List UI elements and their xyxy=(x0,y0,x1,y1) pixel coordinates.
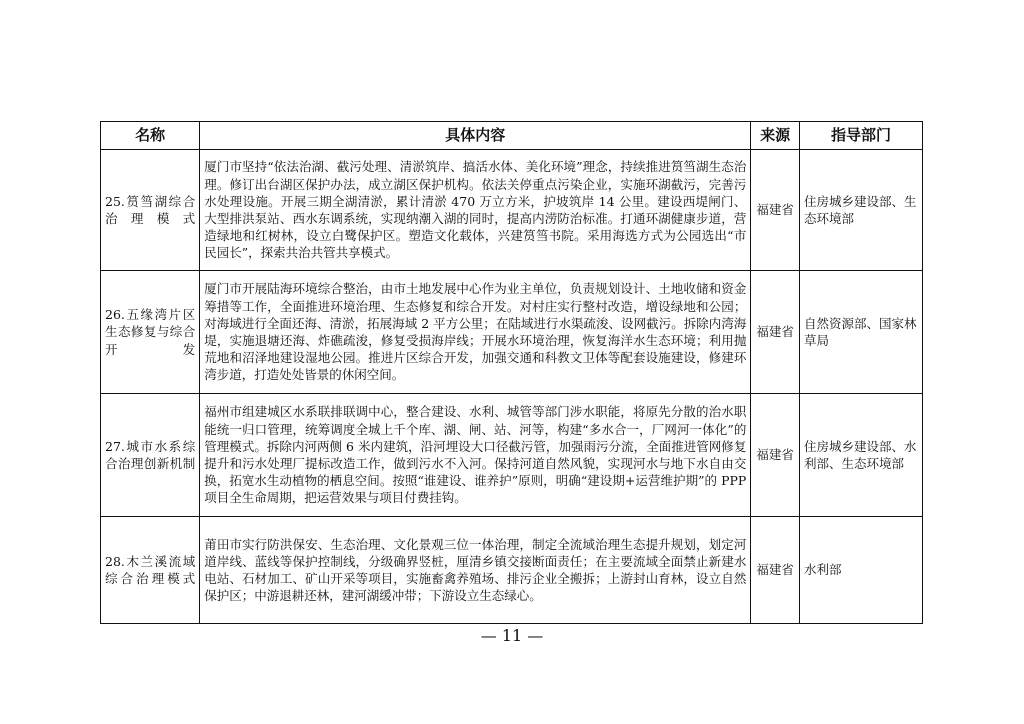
table-row xyxy=(101,517,923,624)
row-name: 26.五缘湾片区生态修复与综合开发 xyxy=(101,271,200,394)
row-department: 住房城乡建设部、生态环境部 xyxy=(799,150,922,271)
row-department: 自然资源部、国家林草局 xyxy=(799,271,922,394)
header-source: 来源 xyxy=(751,122,800,150)
row-source: 福建省 xyxy=(751,517,800,624)
header-content: 具体内容 xyxy=(200,122,751,150)
page-number: — 11 — xyxy=(480,626,544,645)
practice-table xyxy=(100,121,923,624)
header-name: 名称 xyxy=(101,122,200,150)
header-department: 指导部门 xyxy=(799,122,922,150)
row-content: 福州市组建城区水系联排联调中心，整合建设、水利、城管等部门涉水职能，将原先分散的治水职能统一归口管理，统筹调度全城上千个库、湖、闸、站、河等，构建“多水合一，厂网河一体化”的管理模式。拆除内河两侧 6 米内建筑，沿河埋设大口径截污管，加强雨污分流，全面推进管网修复提升和污水处理厂提标改造工作，做到污水不入河。保持河道自然风貌，实现河水与地下水自由交换，拓宽水生动植物的栖息空间。按照“谁建设、谁养护”原则，明确“建设期+运营维护期”的 PPP 项目全生命周期，把运营效果与项目付费挂钩。 xyxy=(200,394,751,517)
row-source: 福建省 xyxy=(751,150,800,271)
table-row xyxy=(101,394,923,517)
row-department: 水利部 xyxy=(799,517,922,624)
row-content: 莆田市实行防洪保安、生态治理、文化景观三位一体治理，制定全流域治理生态提升规划，划定河道岸线、蓝线等保护控制线，分级确界竖桩，厘清乡镇交接断面责任；在主要流域全面禁止新建水电站、石材加工、矿山开采等项目，实施畜禽养殖场、排污企业全搬拆；上游封山育林，设立自然保护区；中游退耕还林，建河湖缓冲带；下游设立生态绿心。 xyxy=(200,517,751,624)
row-content: 厦门市坚持“依法治湖、截污处理、清淤筑岸、搞活水体、美化环境”理念，持续推进筼筜湖生态治理。修订出台湖区保护办法，成立湖区保护机构。依法关停重点污染企业，实施环湖截污，完善污水处理设施。开展三期全湖清淤，累计清淤 470 万立方米，护坡筑岸 14 公里。建设西堤闸门、大型排洪泵站、西水东调系统，实现纳潮入湖的同时，提高内涝防治标准。打通环湖健康步道，营造绿地和红树林，设立白鹭保护区。塑造文化载体，兴建筼筜书院。采用海选方式为公园选出“市民园长”，探索共治共管共享模式。 xyxy=(200,150,751,271)
row-source: 福建省 xyxy=(751,271,800,394)
table-header-row xyxy=(101,122,923,150)
row-name: 25.筼筜湖综合治理模式 xyxy=(101,150,200,271)
row-department: 住房城乡建设部、水利部、生态环境部 xyxy=(799,394,922,517)
row-name: 27.城市水系综合治理创新机制 xyxy=(101,394,200,517)
row-source: 福建省 xyxy=(751,394,800,517)
row-name: 28.木兰溪流域综合治理模式 xyxy=(101,517,200,624)
row-content: 厦门市开展陆海环境综合整治，由市土地发展中心作为业主单位，负责规划设计、土地收储和资金筹措等工作，全面推进环境治理、生态修复和综合开发。对村庄实行整村改造，增设绿地和公园；对海域进行全面还海、清淤，拓展海域 2 平方公里；在陆域进行水渠疏浚、设网截污。拆除内湾海堤，实施退塘还海、炸礁疏浚，修复受损海岸线；开展水环境治理，恢复海洋水生态环境；利用抛荒地和沼泽地建设湿地公园。推进片区综合开发，加强交通和科教文卫体等配套设施建设，修建环湾步道，打造处处皆景的休闲空间。 xyxy=(200,271,751,394)
table-row xyxy=(101,271,923,394)
table-row xyxy=(101,150,923,271)
